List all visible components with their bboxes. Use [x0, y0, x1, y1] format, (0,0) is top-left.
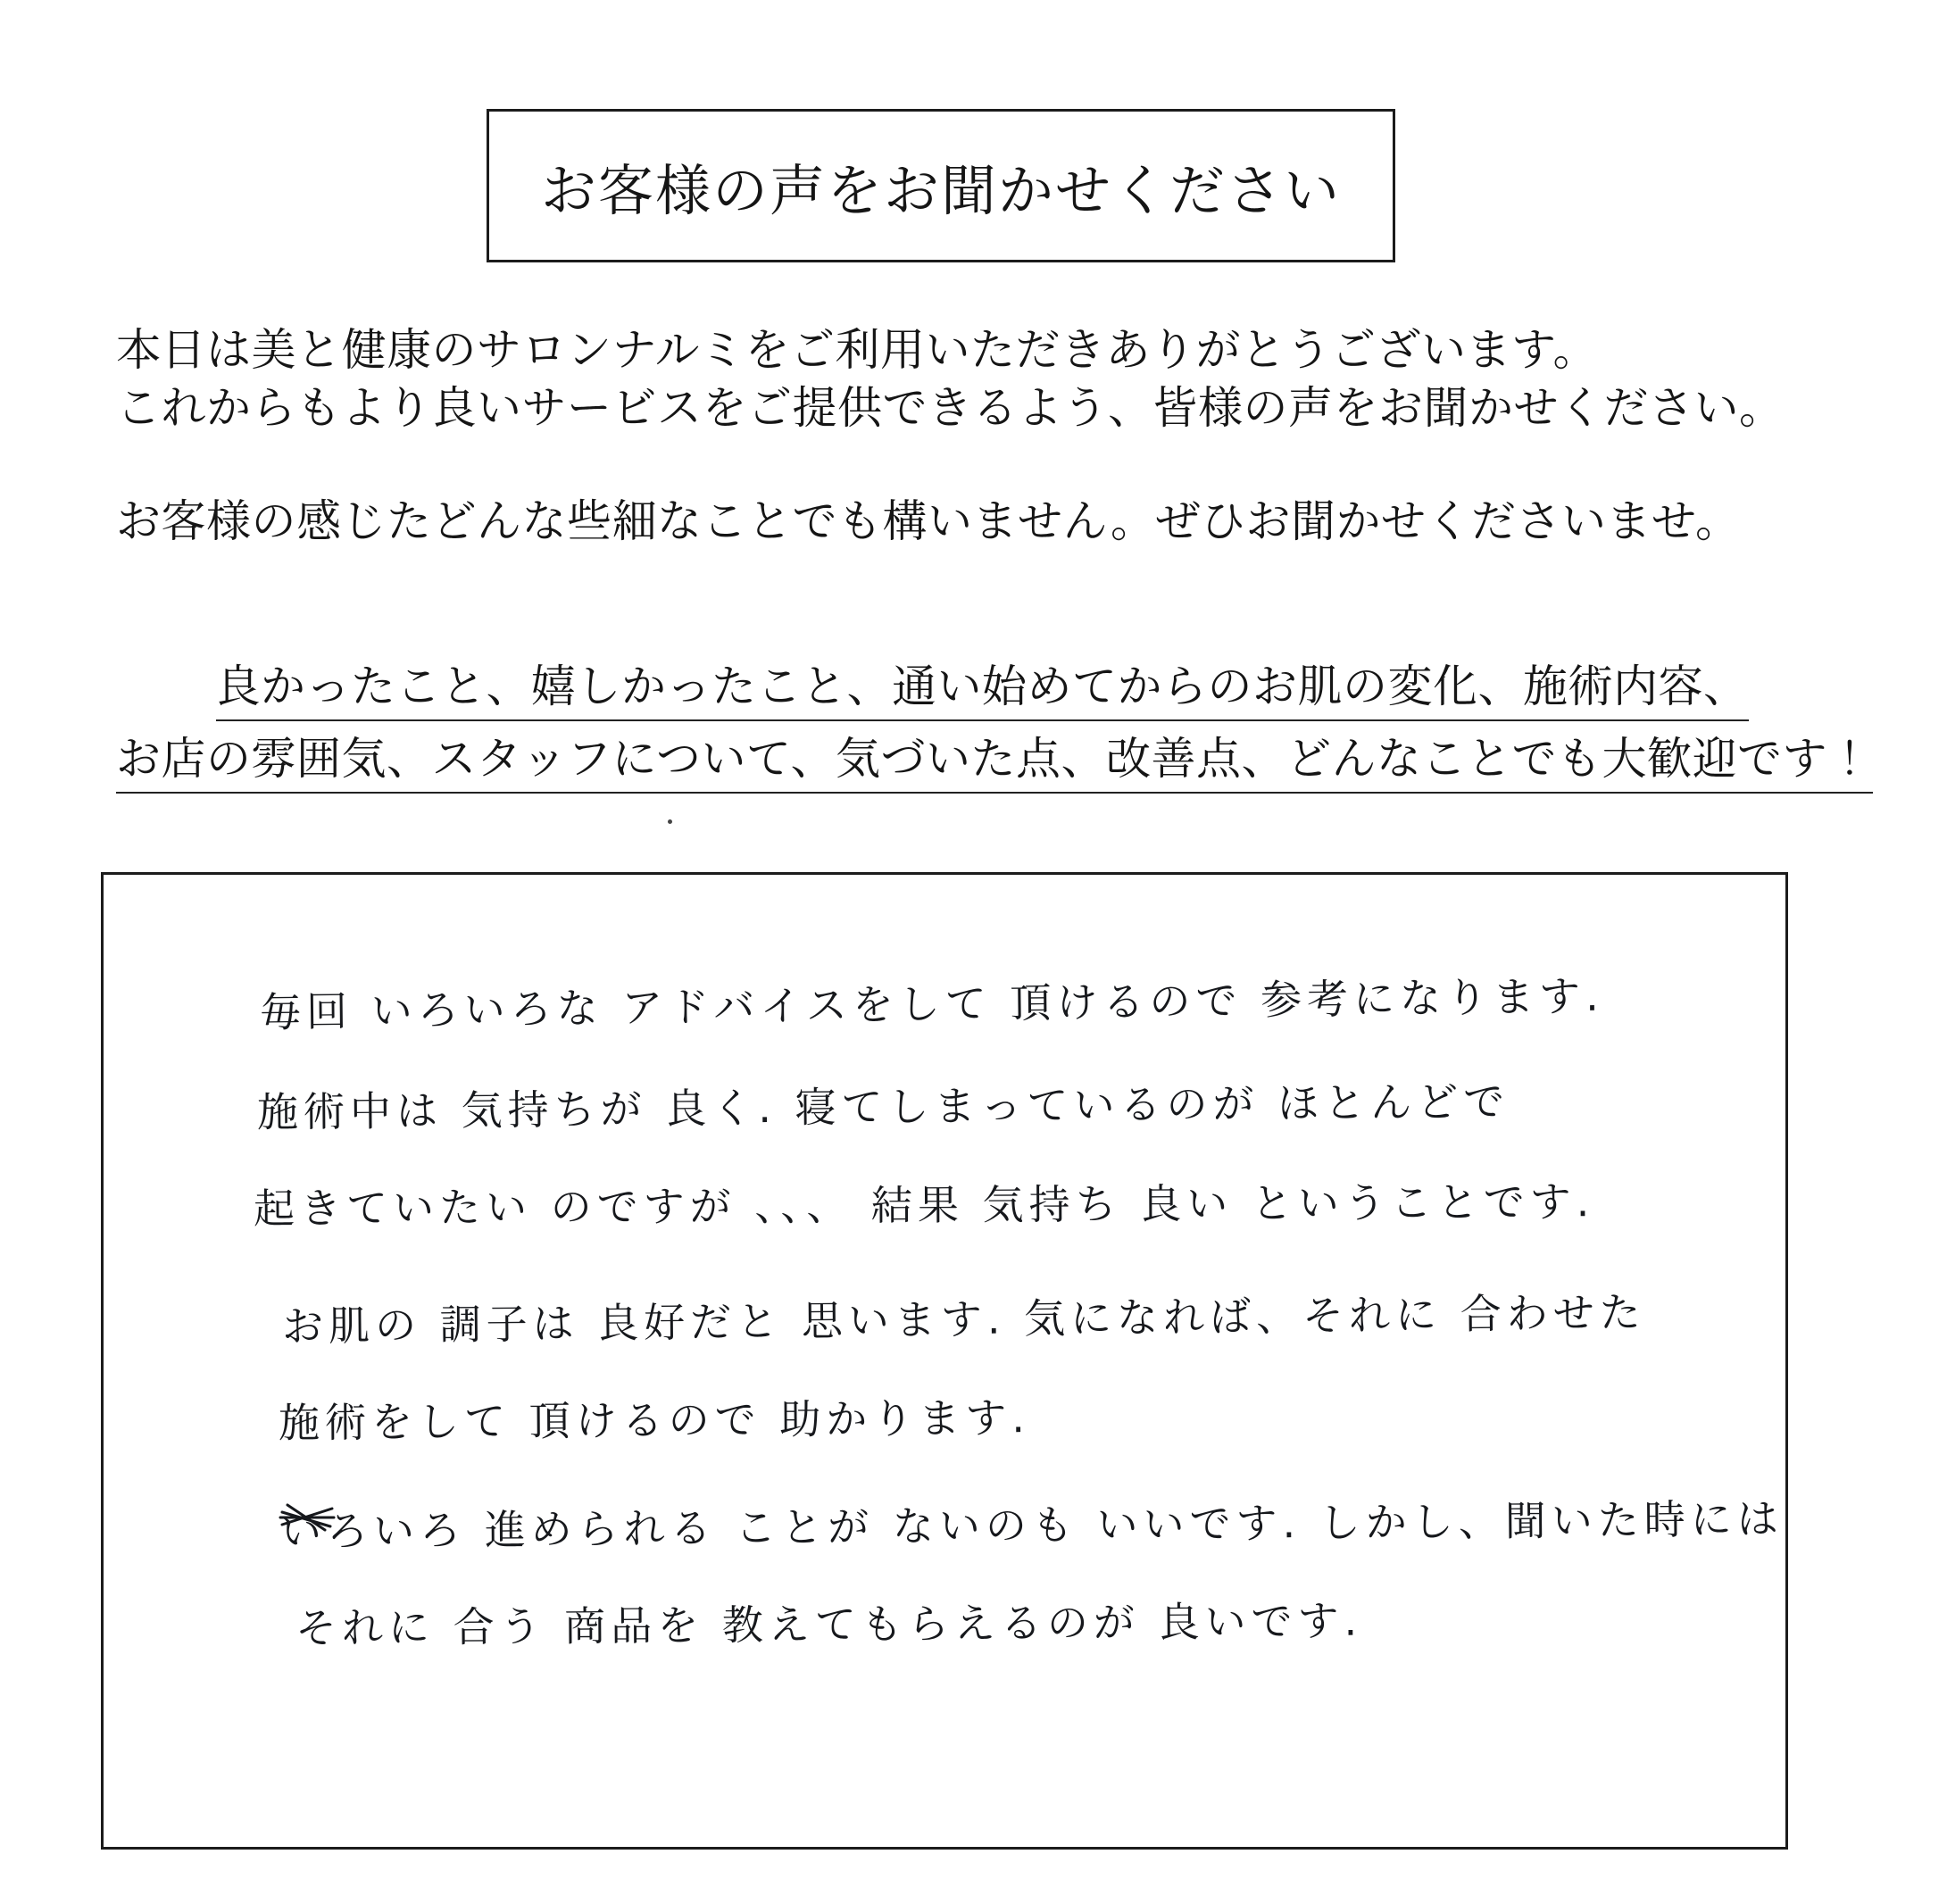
handwritten-line-1: 毎回 いろいろな アドバイスをして 頂けるので 参考になります. — [259, 971, 1604, 1036]
prompt-line-2: お店の雰囲気、スタッフについて、気づいた点、改善点、どんなことでも大歓迎です！ — [116, 728, 1873, 794]
handwritten-line-7: それに 合う 商品を 教えてもらえるのが 良いです. — [295, 1596, 1363, 1652]
form-title-box — [487, 109, 1395, 262]
handwritten-line-4: お肌の 調子は 良好だと 思います. 気になれば、それに 合わせた — [281, 1288, 1646, 1351]
handwritten-line-3: 起きていたい のですが 、、、 結果 気持ち 良い ということです. — [253, 1177, 1595, 1233]
intro-line-1: 本日は美と健康のサロンナルミをご利用いただきありがとうございます。 — [116, 325, 1598, 375]
intro-line-2: これからもより良いサービスをご提供できるよう、皆様の声をお聞かせください。 — [116, 383, 1785, 433]
answer-textarea[interactable] — [101, 872, 1788, 1850]
stray-ink-dot — [668, 819, 672, 824]
page-title: お客様の声をお聞かせください — [540, 160, 1341, 222]
prompt-block — [116, 656, 1873, 801]
intro-paragraphs — [116, 321, 1848, 551]
paragraph-spacer — [116, 437, 1848, 493]
intro-line-3: お客様の感じたどんな些細なことでも構いません。ぜひお聞かせくださいませ。 — [116, 496, 1741, 546]
handwritten-answer — [104, 875, 1785, 1847]
prompt-line-1: 良かったこと、嬉しかったこと、通い始めてからのお肌の変化、施術内容、 — [216, 656, 1749, 721]
handwritten-line-5: 施術をして 頂けるので 助かります. — [278, 1393, 1031, 1447]
handwritten-line-6: いろいろ 進められる ことが ないのも いいです. しかし、聞いた時には — [279, 1494, 1784, 1556]
handwritten-line-2: 施術中は 気持ちが 良く. 寝てしまっているのが ほとんどで — [256, 1077, 1510, 1136]
